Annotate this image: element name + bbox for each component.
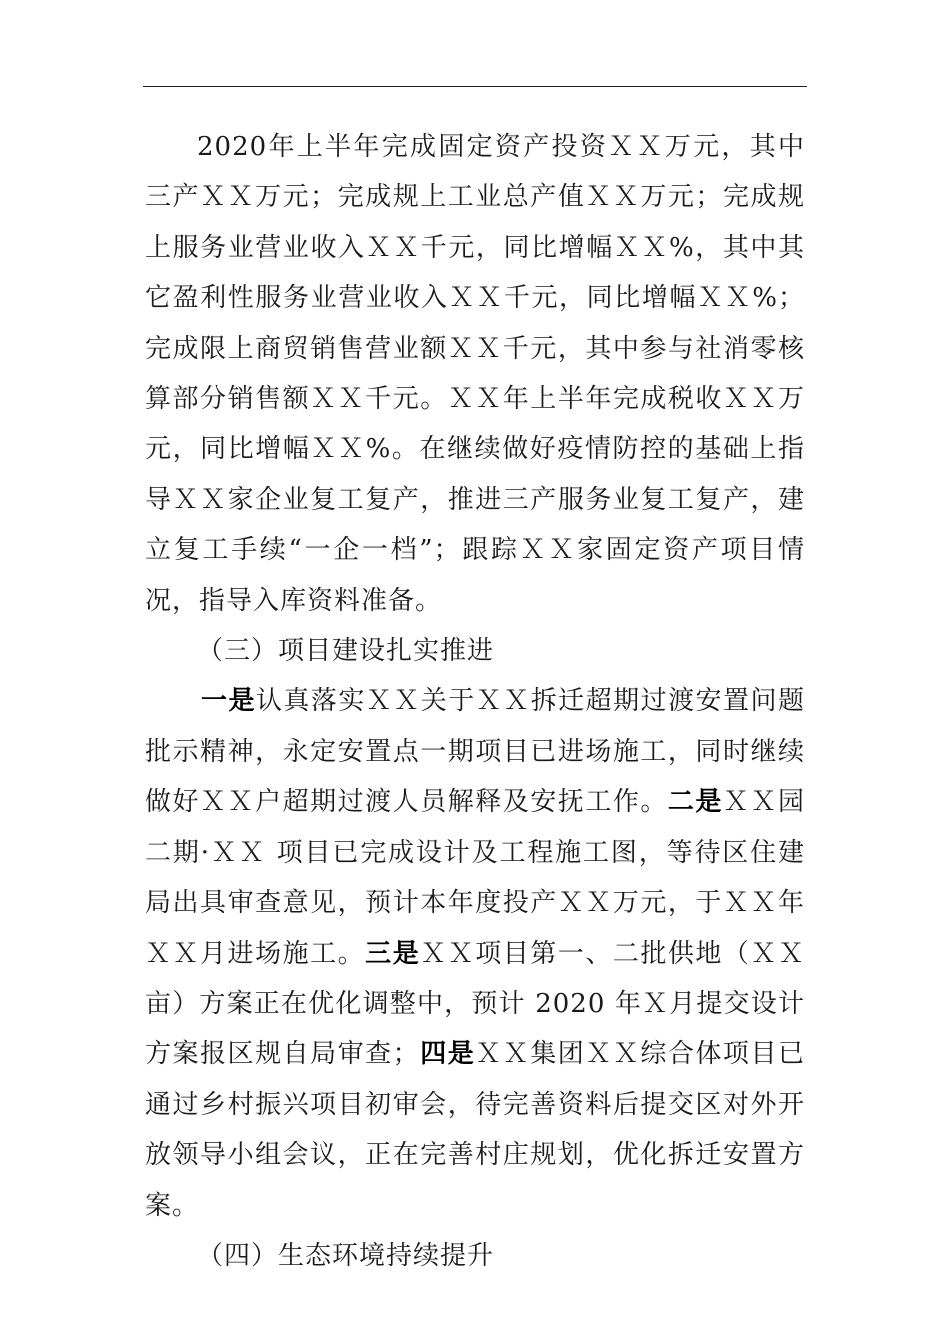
lead-fourth: 四是 — [419, 1039, 476, 1070]
text-second: ＸＸ园二期·ＸＸ 项目已完成设计及工程施工图，等待区住建局出具审查意见，预计本年度投产ＸＸ万元，于ＸＸ年ＸＸ月进场施工。 — [145, 787, 805, 969]
lead-first: 一是 — [201, 686, 256, 717]
text-first: 认真落实ＸＸ关于ＸＸ拆迁超期过渡安置问题批示精神，永定安置点一期项目已进场施工，同时继续做好ＸＸ户超期过渡人员解释及安抚工作。 — [145, 686, 805, 818]
section-heading-4: （四）生态环境持续提升 — [197, 1240, 495, 1271]
text-third: ＸＸ项目第一、二批供地（ＸＸ亩）方案正在优化调整中，预计 2020 年Ｘ月提交设计方案报区规自局审查； — [145, 938, 805, 1070]
paragraph-investment-summary: 2020年上半年完成固定资产投资ＸＸ万元，其中三产ＸＸ万元；完成规上工业总产值ＸＸ万元；完成规上服务业营业收入ＸＸ千元，同比增幅ＸＸ%，其中其它盈利性服务业营业收入ＸＸ千元，同比增幅ＸＸ%；完成限上商贸销售营业额ＸＸ千元，其中参与社消零核算部分销售额ＸＸ千元。ＸＸ年上半年完成税收ＸＸ万元，同比增幅ＸＸ%。在继续做好疫情防控的基础上指导ＸＸ家企业复工复产，推进三产服务业复工复产，建立复工手续“一企一档”；跟踪ＸＸ家固定资产项目情况，指导入库资料准备。 — [145, 132, 805, 616]
document-body — [145, 122, 805, 1281]
text-fourth: ＸＸ集团ＸＸ综合体项目已通过乡村振兴项目初审会，待完善资料后提交区对外开放领导小组会议，正在完善村庄规划，优化拆迁安置方案。 — [145, 1039, 805, 1221]
lead-second: 二是 — [667, 787, 723, 818]
section-heading-3: （三）项目建设扎实推进 — [197, 636, 495, 667]
paragraph-project-construction — [145, 676, 805, 1230]
lead-third: 三是 — [365, 938, 421, 969]
header-rule — [143, 86, 807, 87]
